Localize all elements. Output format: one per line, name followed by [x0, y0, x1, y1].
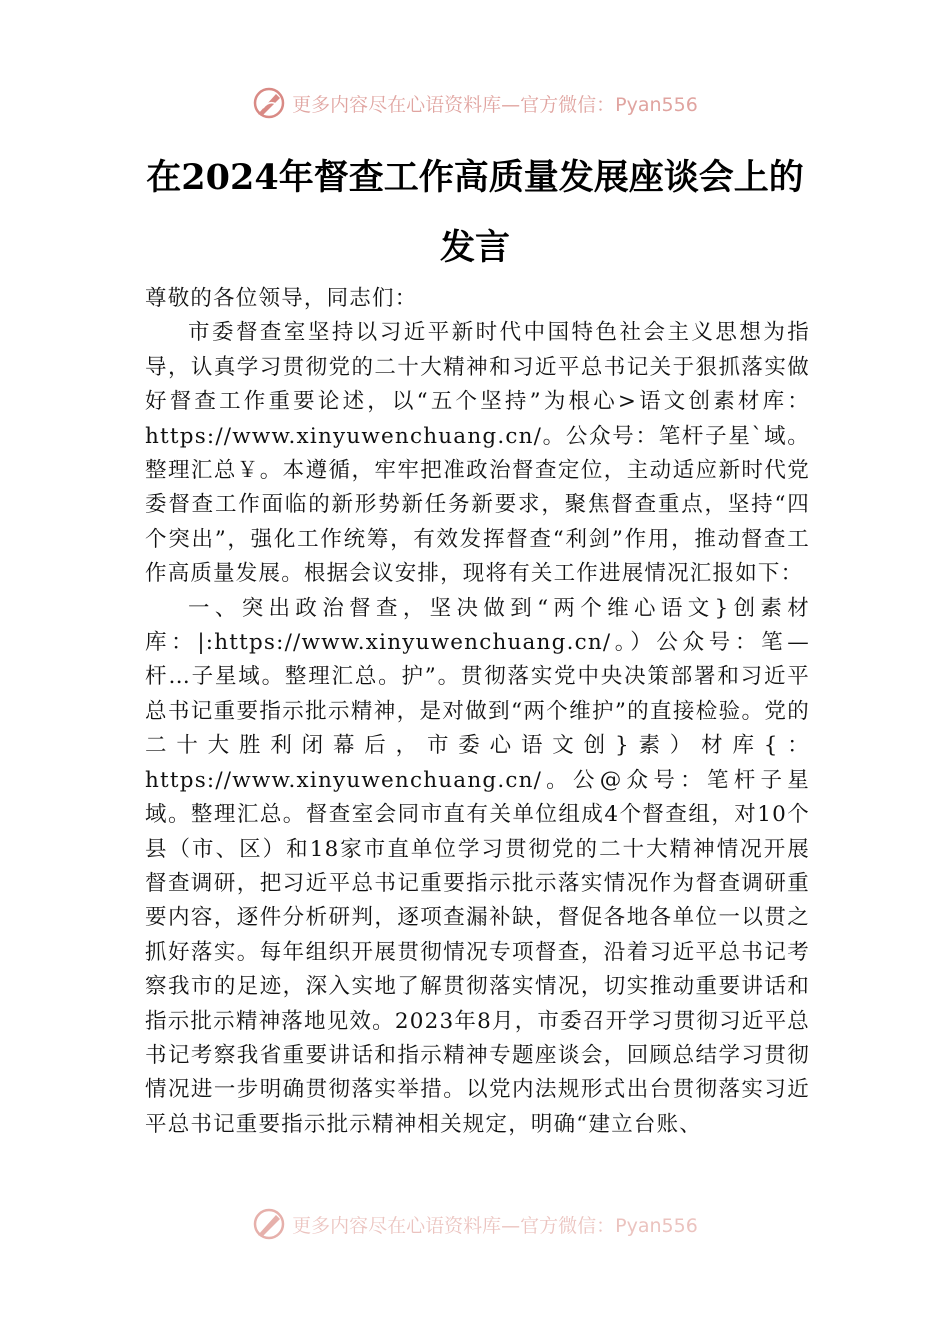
pen-logo-icon [252, 1207, 286, 1241]
paragraph: 一、突出政治督查，坚决做到“两个维心语文}创素材库：|:https://www.xinyuwenchuang.cn/。）公众号：笔—杆…子星域。整理汇总。护”。贯彻落实党中央决策部署和习近平总书记重要指示批示精神，是对做到“两个维护”的直接检验。党的二十大胜利闭幕后，市委心语文创}素）材库{：https://www.xinyuwenchuang.cn/。公@众号：笔杆子星域。整理汇总。督查室会同市直有关单位组成4个督查组，对10个县（市、区）和18家市直单位学习贯彻党的二十大精神情况开展督查调研，把习近平总书记重要指示批示落实情况作为督查调研重要内容，逐件分析研判，逐项查漏补缺，督促各地各单位一以贯之抓好落实。每年组织开展贯彻情况专项督查，沿着习近平总书记考察我市的足迹，深入实地了解贯彻落实情况，切实推动重要讲话和指示批示精神落地见效。2023年8月，市委召开学习贯彻习近平总书记考察我省重要讲话和指示精神专题座谈会，回顾总结学习贯彻情况进一步明确贯彻落实举措。以党内法规形式出台贯彻落实习近平总书记重要指示批示精神相关规定，明确“建立台账、 [145, 595, 810, 1137]
watermark-header-text: 更多内容尽在心语资料库—官方微信：Pyan556 [292, 93, 698, 116]
pen-logo-icon [252, 86, 286, 120]
salutation: 尊敬的各位领导，同志们： [145, 286, 418, 311]
document-title-line2: 发言 [439, 227, 510, 268]
watermark-footer [0, 1204, 950, 1244]
document-title-line1: 在2024年督查工作高质量发展座谈会上的 [146, 157, 804, 198]
watermark-footer-text: 更多内容尽在心语资料库—官方微信：Pyan556 [292, 1214, 698, 1237]
document-body [145, 282, 810, 1142]
watermark-header [0, 83, 950, 123]
paragraph: 市委督查室坚持以习近平新时代中国特色社会主义思想为指导，认真学习贯彻党的二十大精神和习近平总书记关于狠抓落实做好督查工作重要论述，以“五个坚持”为根心>语文创素材库：https://www.xinyuwenchuang.cn/。公众号：笔杆子星`域。整理汇总￥。本遵循，牢牢把准政治督查定位，主动适应新时代党委督查工作面临的新形势新任务新要求，聚焦督查重点，坚持“四个突出”，强化工作统筹，有效发挥督查“利剑”作用，推动督查工作高质量发展。根据会议安排，现将有关工作进展情况汇报如下： [145, 320, 810, 587]
